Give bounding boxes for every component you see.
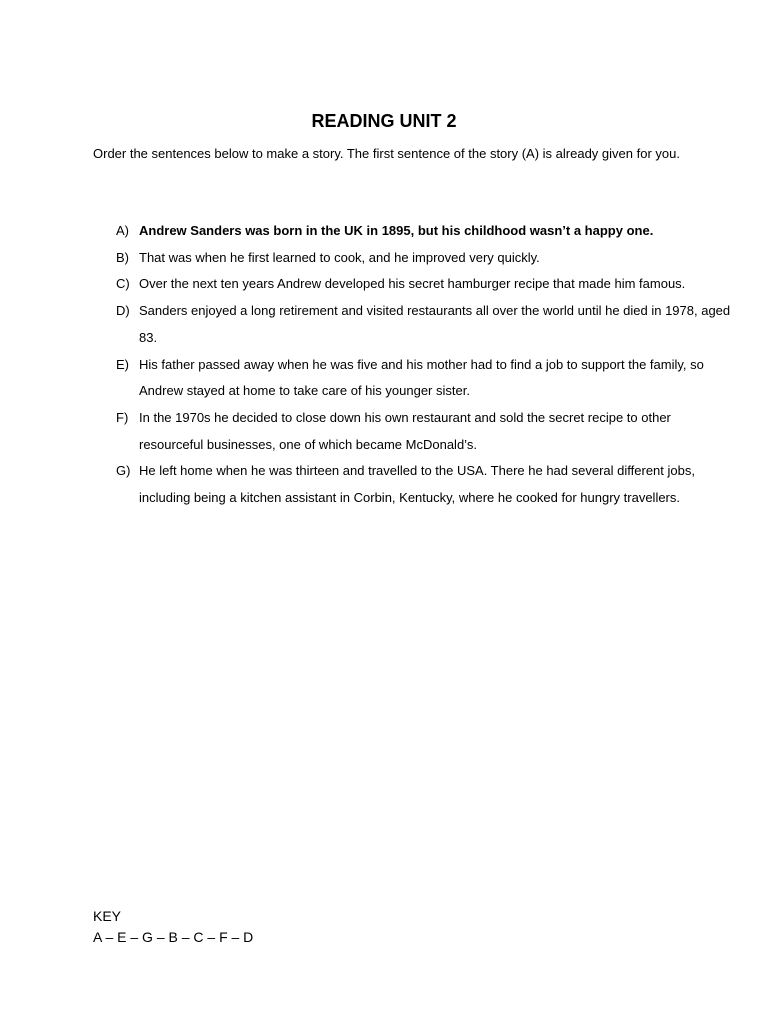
sentence-letter: C) xyxy=(116,276,130,292)
sentence-text: Over the next ten years Andrew developed his secret hamburger recipe that made him famous. xyxy=(139,276,686,292)
sentence-item-g xyxy=(116,458,736,511)
instructions-paragraph: Order the sentences below to make a story. The first sentence of the story (A) is already given for you. xyxy=(93,146,680,161)
sentence-letter: E) xyxy=(116,356,129,372)
sentence-text: He left home when he was thirteen and travelled to the USA. There he had several different jobs, including being a kitchen assistant in Corbin, Kentucky, where he cooked for hungry travellers. xyxy=(139,463,695,506)
sentence-letter: D) xyxy=(116,303,130,319)
answer-key-sequence: A – E – G – B – C – F – D xyxy=(93,929,254,945)
sentence-text: In the 1970s he decided to close down his own restaurant and sold the secret recipe to other resourceful businesses, one of which became McDonald’s. xyxy=(139,409,671,452)
sentence-text: His father passed away when he was five and his mother had to find a job to support the family, so Andrew stayed at home to take care of his younger sister. xyxy=(139,356,704,399)
sentence-item-e xyxy=(116,352,736,405)
sentence-item-d xyxy=(116,298,736,351)
page-title: READING UNIT 2 xyxy=(311,111,457,131)
sentence-text: Sanders enjoyed a long retirement and visited restaurants all over the world until he died in 1978, aged 83. xyxy=(139,303,731,345)
sentence-letter: G) xyxy=(116,463,131,479)
sentence-letter: F) xyxy=(116,409,129,425)
sentence-item-f xyxy=(116,405,736,458)
sentence-text: That was when he first learned to cook, and he improved very quickly. xyxy=(139,249,540,265)
sentence-item-b xyxy=(116,245,736,272)
sentence-letter: B) xyxy=(116,249,129,265)
answer-key xyxy=(93,906,253,948)
sentence-letter: A) xyxy=(116,223,129,238)
sentence-list xyxy=(116,218,736,512)
sentence-text: Andrew Sanders was born in the UK in 1895, but his childhood wasn’t a happy one. xyxy=(139,223,654,238)
sentence-item-c xyxy=(116,271,736,298)
sentence-item-a xyxy=(116,218,736,245)
answer-key-label: KEY xyxy=(93,908,122,924)
